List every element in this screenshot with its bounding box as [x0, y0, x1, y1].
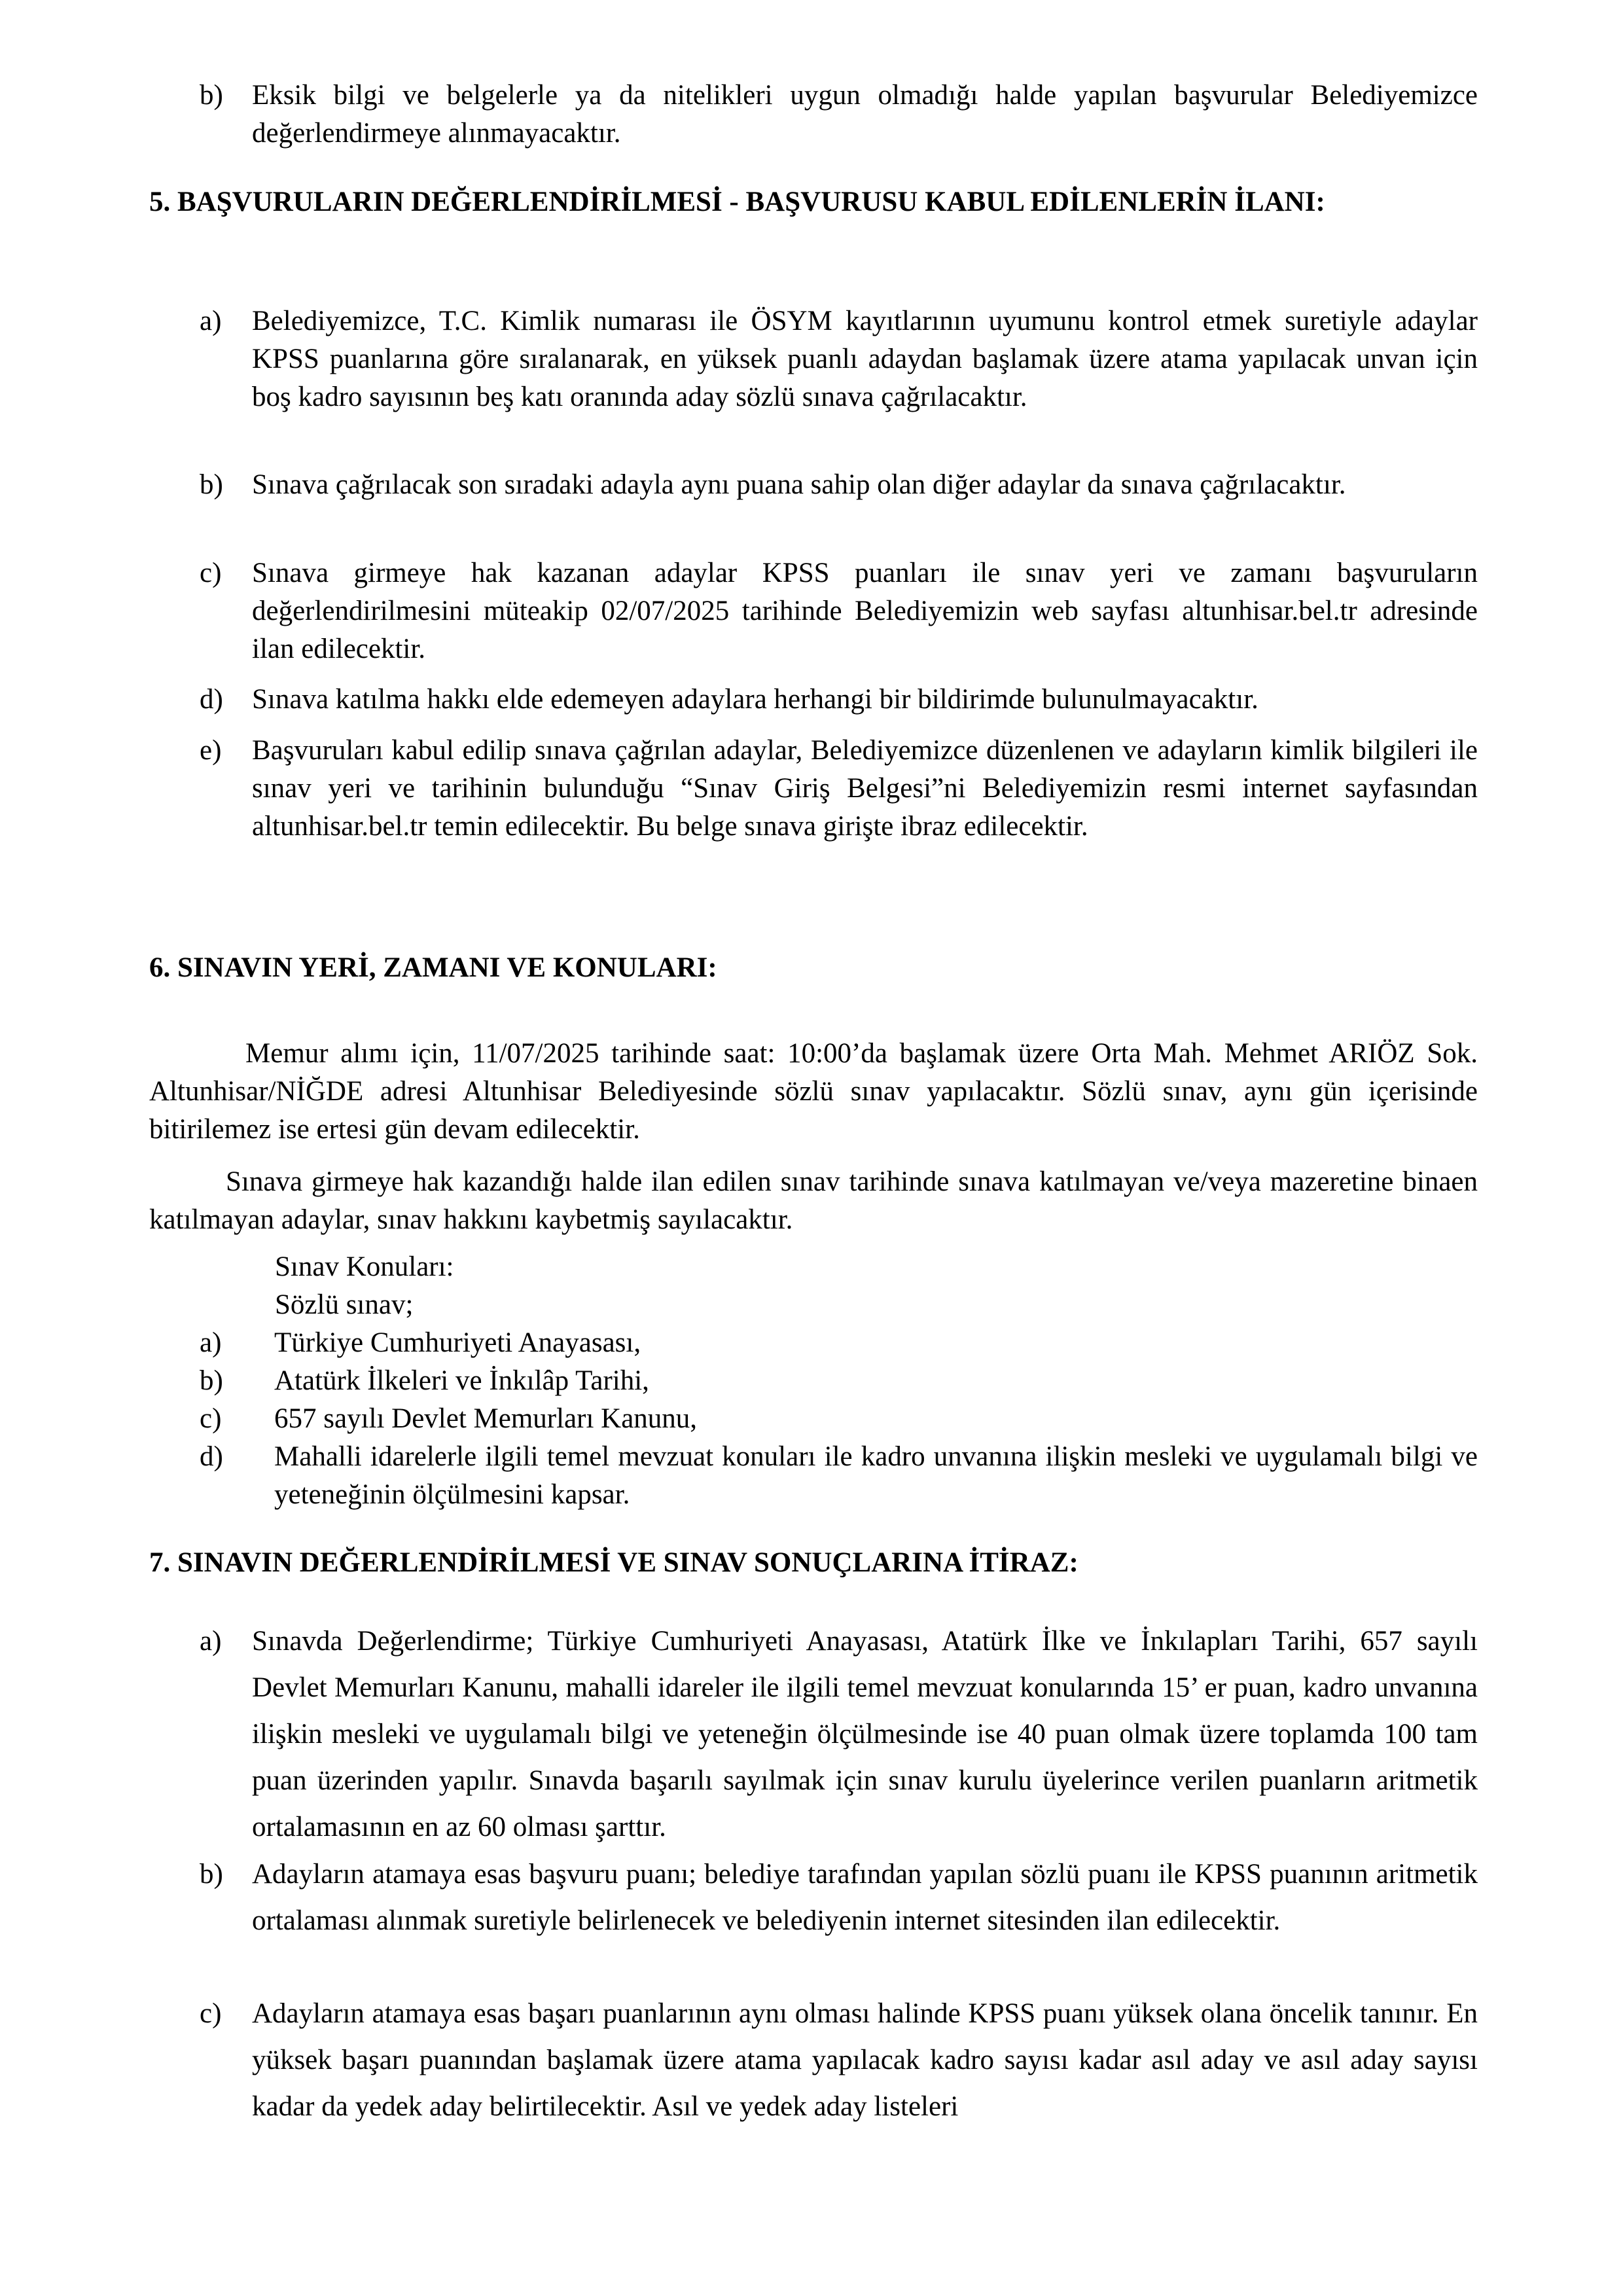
- item-label: a): [200, 1626, 222, 1657]
- item-label: d): [200, 1441, 223, 1472]
- section5-item-a: [200, 302, 1478, 416]
- item-label: e): [200, 735, 222, 766]
- item-label: c): [200, 1403, 222, 1434]
- item-text: Adayların atamaya esas başarı puanlarının aynı olması halinde KPSS puanı yüksek olana öncelik tanınır. En yüksek başarı puanından başlamak üzere atama yapılacak kadro sayısı kadar asıl aday ve asıl aday sayısı kadar da yedek aday belirtilecektir. Asıl ve yedek aday listeleri: [252, 1998, 1478, 2122]
- item-label: d): [200, 684, 223, 715]
- item-text: Atatürk İlkeleri ve İnkılâp Tarihi,: [274, 1365, 649, 1396]
- section6-paragraph-1: Memur alımı için, 11/07/2025 tarihinde saat: 10:00’da başlamak üzere Orta Mah. Mehmet ARIÖZ Sok. Altunhisar/NİĞDE adresi Altunhisar Belediyesinde sözlü sınav yapılacaktır. Sözlü sınav, aynı gün içerisinde bitirilemez ise ertesi gün devam edilecektir.: [149, 1038, 1478, 1145]
- item-label: b): [200, 469, 223, 500]
- topic-item-b: [200, 1362, 1478, 1400]
- item-label: a): [200, 306, 222, 336]
- item-label: a): [200, 1327, 222, 1358]
- item-label: b): [200, 1859, 223, 1890]
- section7-item-b: [200, 1851, 1478, 1944]
- topic-item-c: [200, 1400, 1478, 1438]
- item-label: c): [200, 558, 222, 588]
- section6-heading: 6. SINAVIN YERİ, ZAMANI VE KONULARI:: [149, 952, 717, 983]
- section5-item-e: [200, 732, 1478, 846]
- item-text: Belediyemizce, T.C. Kimlik numarası ile ÖSYM kayıtlarının uyumunu kontrol etmek suretiyle adaylar KPSS puanlarına göre sıralanarak, en yüksek puanlı adaydan başlamak üzere atama yapılacak unvan için boş kadro sayısının beş katı oranında aday sözlü sınava çağrılacaktır.: [252, 306, 1478, 412]
- intro-item-b: [200, 77, 1478, 152]
- section5-item-b: [200, 466, 1478, 504]
- section7-heading: 7. SINAVIN DEĞERLENDİRİLMESİ VE SINAV SONUÇLARINA İTİRAZ:: [149, 1547, 1079, 1578]
- item-text: Sınava katılma hakkı elde edemeyen adaylara herhangi bir bildirimde bulunulmayacaktır.: [252, 684, 1258, 715]
- item-text: 657 sayılı Devlet Memurları Kanunu,: [274, 1403, 698, 1434]
- item-text: Sınava çağrılacak son sıradaki adayla aynı puana sahip olan diğer adaylar da sınava çağrılacaktır.: [252, 469, 1346, 500]
- section5-item-c: [200, 554, 1478, 668]
- item-text: Eksik bilgi ve belgelerle ya da nitelikleri uygun olmadığı halde yapılan başvurular Belediyemizce değerlendirmeye alınmayacaktır.: [252, 80, 1478, 149]
- section7-item-c: [200, 1990, 1478, 2130]
- item-label: b): [200, 80, 223, 111]
- section7-item-a: [200, 1618, 1478, 1850]
- topic-item-a: [200, 1324, 1478, 1362]
- item-text: Mahalli idarelerle ilgili temel mevzuat konuları ile kadro unvanına ilişkin mesleki ve uygulamalı bilgi ve yeteneğinin ölçülmesini kapsar.: [274, 1441, 1478, 1510]
- item-text: Adayların atamaya esas başvuru puanı; belediye tarafından yapılan sözlü puanı ile KPSS puanının aritmetik ortalaması alınmak suretiyle belirlenecek ve belediyenin internet sitesinden ilan edilecektir.: [252, 1859, 1478, 1936]
- topic-item-d: [200, 1438, 1478, 1514]
- item-text: Başvuruları kabul edilip sınava çağrılan adaylar, Belediyemizce düzenlenen ve adayların kimlik bilgileri ile sınav yeri ve tarihinin bulunduğu “Sınav Giriş Belgesi”ni Belediyemizin resmi internet sayfasından altunhisar.bel.tr temin edilecektir. Bu belge sınava girişte ibraz edilecektir.: [252, 735, 1478, 842]
- exam-topics-title: Sınav Konuları:: [275, 1251, 454, 1282]
- item-label: c): [200, 1998, 222, 2029]
- item-label: b): [200, 1365, 223, 1396]
- oral-exam-title: Sözlü sınav;: [275, 1289, 414, 1320]
- item-text: Sınavda Değerlendirme; Türkiye Cumhuriyeti Anayasası, Atatürk İlke ve İnkılapları Tarihi, 657 sayılı Devlet Memurları Kanunu, mahalli idareler ile ilgili temel mevzuat konularında 15’ er puan, kadro unvanına ilişkin mesleki ve uygulamalı bilgi ve yeteneğin ölçülmesinde ise 40 puan olmak üzere toplamda 100 tam puan üzerinden yapılır. Sınavda başarılı sayılmak için sınav kurulu üyelerince verilen puanların aritmetik ortalamasının en az 60 olması şarttır.: [252, 1626, 1478, 1842]
- section6-paragraph-2: Sınava girmeye hak kazandığı halde ilan edilen sınav tarihinde sınava katılmayan ve/veya mazeretine binaen katılmayan adaylar, sınav hakkını kaybetmiş sayılacaktır.: [149, 1166, 1478, 1235]
- section5-item-d: [200, 681, 1478, 719]
- item-text: Türkiye Cumhuriyeti Anayasası,: [274, 1327, 641, 1358]
- item-text: Sınava girmeye hak kazanan adaylar KPSS puanları ile sınav yeri ve zamanı başvuruların değerlendirilmesini müteakip 02/07/2025 tarihinde Belediyemizin web sayfası altunhisar.bel.tr adresinde ilan edilecektir.: [252, 558, 1478, 664]
- section5-heading: 5. BAŞVURULARIN DEĞERLENDİRİLMESİ - BAŞVURUSU KABUL EDİLENLERİN İLANI:: [149, 187, 1325, 217]
